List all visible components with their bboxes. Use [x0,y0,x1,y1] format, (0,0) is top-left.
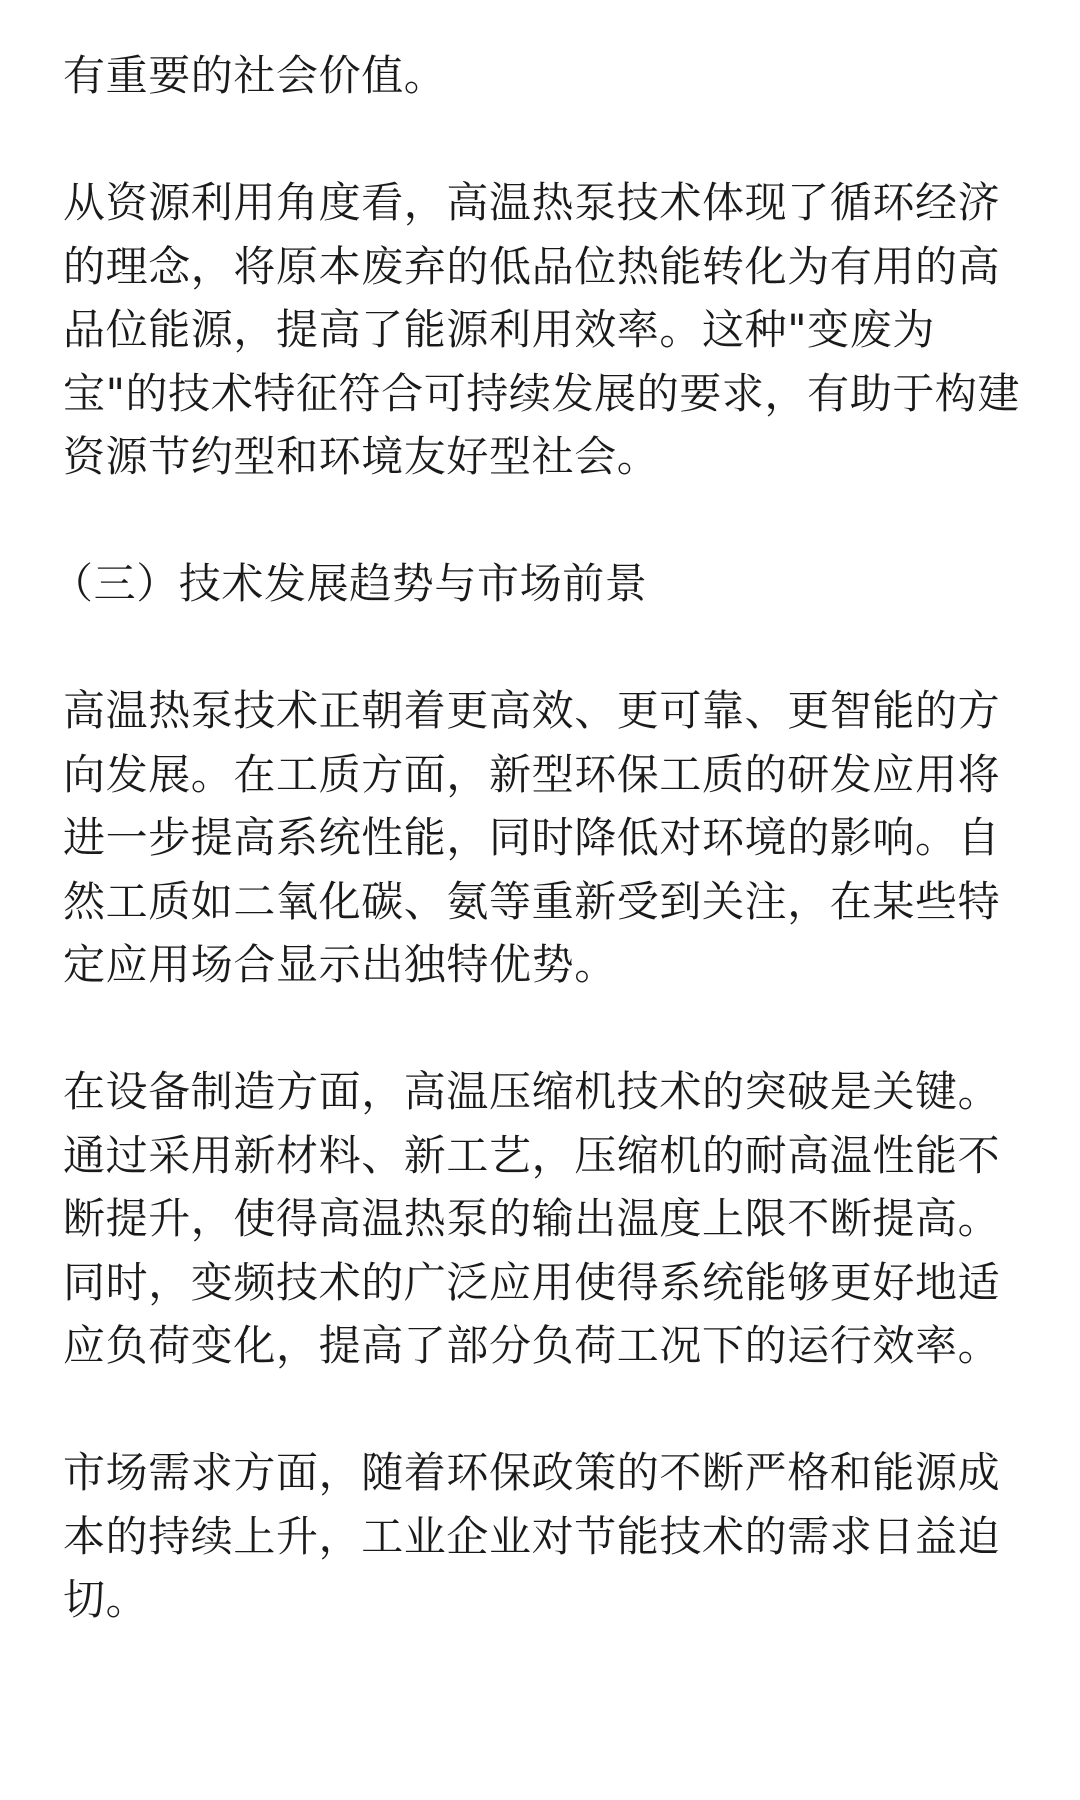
paragraph-social-value: 有重要的社会价值。 [63,51,447,100]
paragraph-equipment-manufacturing: 在设备制造方面，高温压缩机技术的突破是关键。通过采用新材料、新工艺，压缩机的耐高温性能不断提升，使得高温热泵的输出温度上限不断提高。同时，变频技术的广泛应用使得系统能够更好地适应负荷变化，提高了部分负荷工况下的运行效率。 [63,1067,1001,1370]
paragraph-market-demand: 市场需求方面，随着环保政策的不断严格和能源成本的持续上升，工业企业对节能技术的需求日益迫切。 [63,1448,1001,1624]
section-heading: （三）技术发展趋势与市场前景 [51,559,648,608]
paragraph-development-trend: 高温热泵技术正朝着更高效、更可靠、更智能的方向发展。在工质方面，新型环保工质的研发应用将进一步提高系统性能，同时降低对环境的影响。自然工质如二氧化碳、氨等重新受到关注，在某些特定应用场合显示出独特优势。 [63,686,1001,989]
article-body [51,44,1023,1695]
paragraph-resource-utilization: 从资源利用角度看，高温热泵技术体现了循环经济的理念，将原本废弃的低品位热能转化为有用的高品位能源，提高了能源利用效率。这种"变废为宝"的技术特征符合可持续发展的要求，有助于构建资源节约型和环境友好型社会。 [63,178,1021,481]
